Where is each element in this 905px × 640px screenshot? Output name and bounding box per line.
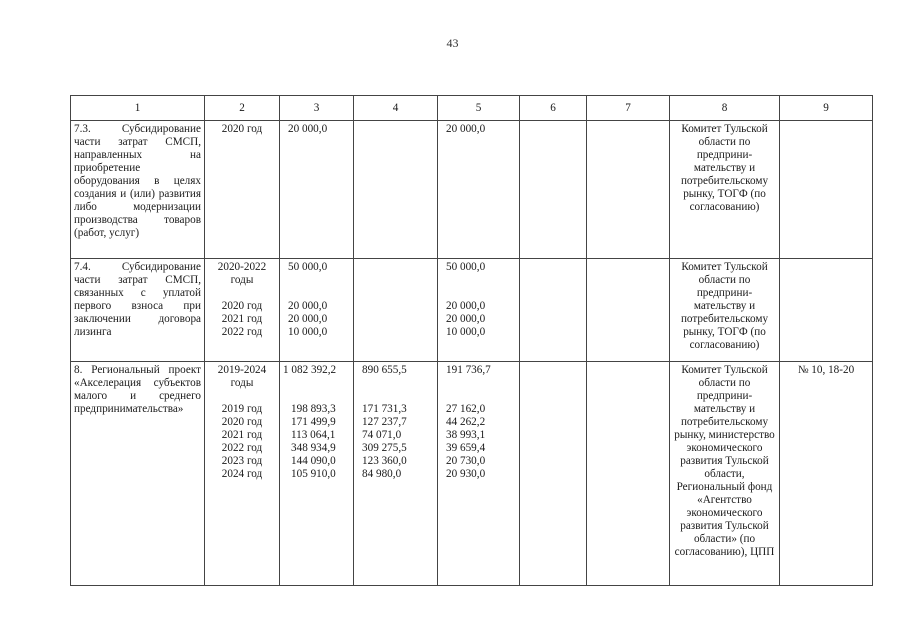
- year-value: 27 162,0: [446, 403, 486, 415]
- col5-cell: 20 000,0: [438, 121, 520, 259]
- period-cell: [205, 259, 280, 362]
- year-value: 39 659,4: [446, 442, 486, 454]
- year-value: 309 275,5: [362, 442, 407, 454]
- year-label: 2019 год: [221, 403, 263, 415]
- year-value: 144 090,0: [291, 455, 336, 467]
- measure-description: 7.3. Субсидирование части затрат СМСП, направленных на приобретение оборудования в целях создания и (или) развития либо модернизации производства товаров (работ, услуг): [71, 121, 205, 259]
- year-label: 2023 год: [221, 455, 263, 467]
- col9-cell: [780, 259, 873, 362]
- col-header-8: 8: [670, 96, 780, 121]
- executor-cell: Комитет Тульской области по предприни-мательству и потребительскому рынку, ТОГФ (по согласованию): [670, 259, 780, 362]
- col-header-1: 1: [71, 96, 205, 121]
- year-label: 2020 год: [221, 416, 263, 428]
- header-row: [71, 96, 873, 121]
- year-value: 123 360,0: [362, 455, 407, 467]
- year-label: 2021 год: [221, 313, 263, 325]
- year-label: 2022 год: [221, 326, 263, 338]
- col9-cell: [780, 121, 873, 259]
- col6-cell: [520, 362, 587, 586]
- period-range: 2020-2022 годы: [217, 261, 267, 286]
- page-number: 43: [446, 36, 459, 50]
- col5-sum: 50 000,0: [446, 261, 486, 273]
- period-cell: [205, 362, 280, 586]
- col4-cell: [354, 121, 438, 259]
- col5-sum: 191 736,7: [446, 364, 491, 376]
- table-row: [71, 362, 873, 586]
- col7-cell: [587, 362, 670, 586]
- year-label: 2020 год: [221, 300, 263, 312]
- measure-description: 8. Региональный проект «Акселерация субъектов малого и среднего предпринимательства»: [71, 362, 205, 586]
- period-range: 2019-2024 годы: [217, 364, 267, 389]
- period-cell: 2020 год: [205, 121, 280, 259]
- year-value: 20 930,0: [446, 468, 486, 480]
- executor-cell: Комитет Тульской области по предприни-мательству и потребительскому рынку, министерство экономического развития Тульской области, Региональный фонд «Агентство экономического развития Тульской области» (по согласованию), ЦПП: [670, 362, 780, 586]
- col-header-2: 2: [205, 96, 280, 121]
- table-row: [71, 121, 873, 259]
- year-label: 2021 год: [221, 429, 263, 441]
- col4-cell: [354, 259, 438, 362]
- col-header-4: 4: [354, 96, 438, 121]
- executor-cell: Комитет Тульской области по предприни-мательству и потребительскому рынку, ТОГФ (по согласованию): [670, 121, 780, 259]
- year-value: 44 262,2: [446, 416, 486, 428]
- year-label: 2022 год: [221, 442, 263, 454]
- col6-cell: [520, 259, 587, 362]
- measure-description: 7.4. Субсидирование части затрат СМСП, связанных с уплатой первого взноса при заключении договора лизинга: [71, 259, 205, 362]
- year-value: 171 731,3: [362, 403, 407, 415]
- col-header-5: 5: [438, 96, 520, 121]
- table-row: [71, 259, 873, 362]
- year-value: 74 071,0: [362, 429, 402, 441]
- year-value: 10 000,0: [288, 326, 328, 338]
- total-sum: 50 000,0: [288, 261, 328, 273]
- col4-sum: 890 655,5: [362, 364, 407, 376]
- year-value: 171 499,9: [291, 416, 336, 428]
- col4-cell: [354, 362, 438, 586]
- year-value: 20 000,0: [288, 300, 328, 312]
- year-value: 198 893,3: [291, 403, 336, 415]
- col7-cell: [587, 121, 670, 259]
- year-value: 113 064,1: [291, 429, 336, 441]
- year-value: 20 000,0: [446, 313, 486, 325]
- year-value: 38 993,1: [446, 429, 486, 441]
- total-funding-cell: [280, 259, 354, 362]
- col-header-7: 7: [587, 96, 670, 121]
- total-funding-cell: 20 000,0: [280, 121, 354, 259]
- program-table: [70, 95, 873, 586]
- total-sum: 1 082 392,2: [283, 364, 337, 376]
- col6-cell: [520, 121, 587, 259]
- col9-cell: № 10, 18-20: [780, 362, 873, 586]
- year-value: 84 980,0: [362, 468, 402, 480]
- year-value: 105 910,0: [291, 468, 336, 480]
- year-value: 348 934,9: [291, 442, 336, 454]
- col5-cell: [438, 362, 520, 586]
- col7-cell: [587, 259, 670, 362]
- col-header-9: 9: [780, 96, 873, 121]
- year-value: 20 000,0: [288, 313, 328, 325]
- col5-cell: [438, 259, 520, 362]
- year-value: 10 000,0: [446, 326, 486, 338]
- year-value: 20 730,0: [446, 455, 486, 467]
- year-value: 127 237,7: [362, 416, 407, 428]
- year-value: 20 000,0: [446, 300, 486, 312]
- col-header-3: 3: [280, 96, 354, 121]
- col-header-6: 6: [520, 96, 587, 121]
- total-funding-cell: [280, 362, 354, 586]
- year-label: 2024 год: [221, 468, 263, 480]
